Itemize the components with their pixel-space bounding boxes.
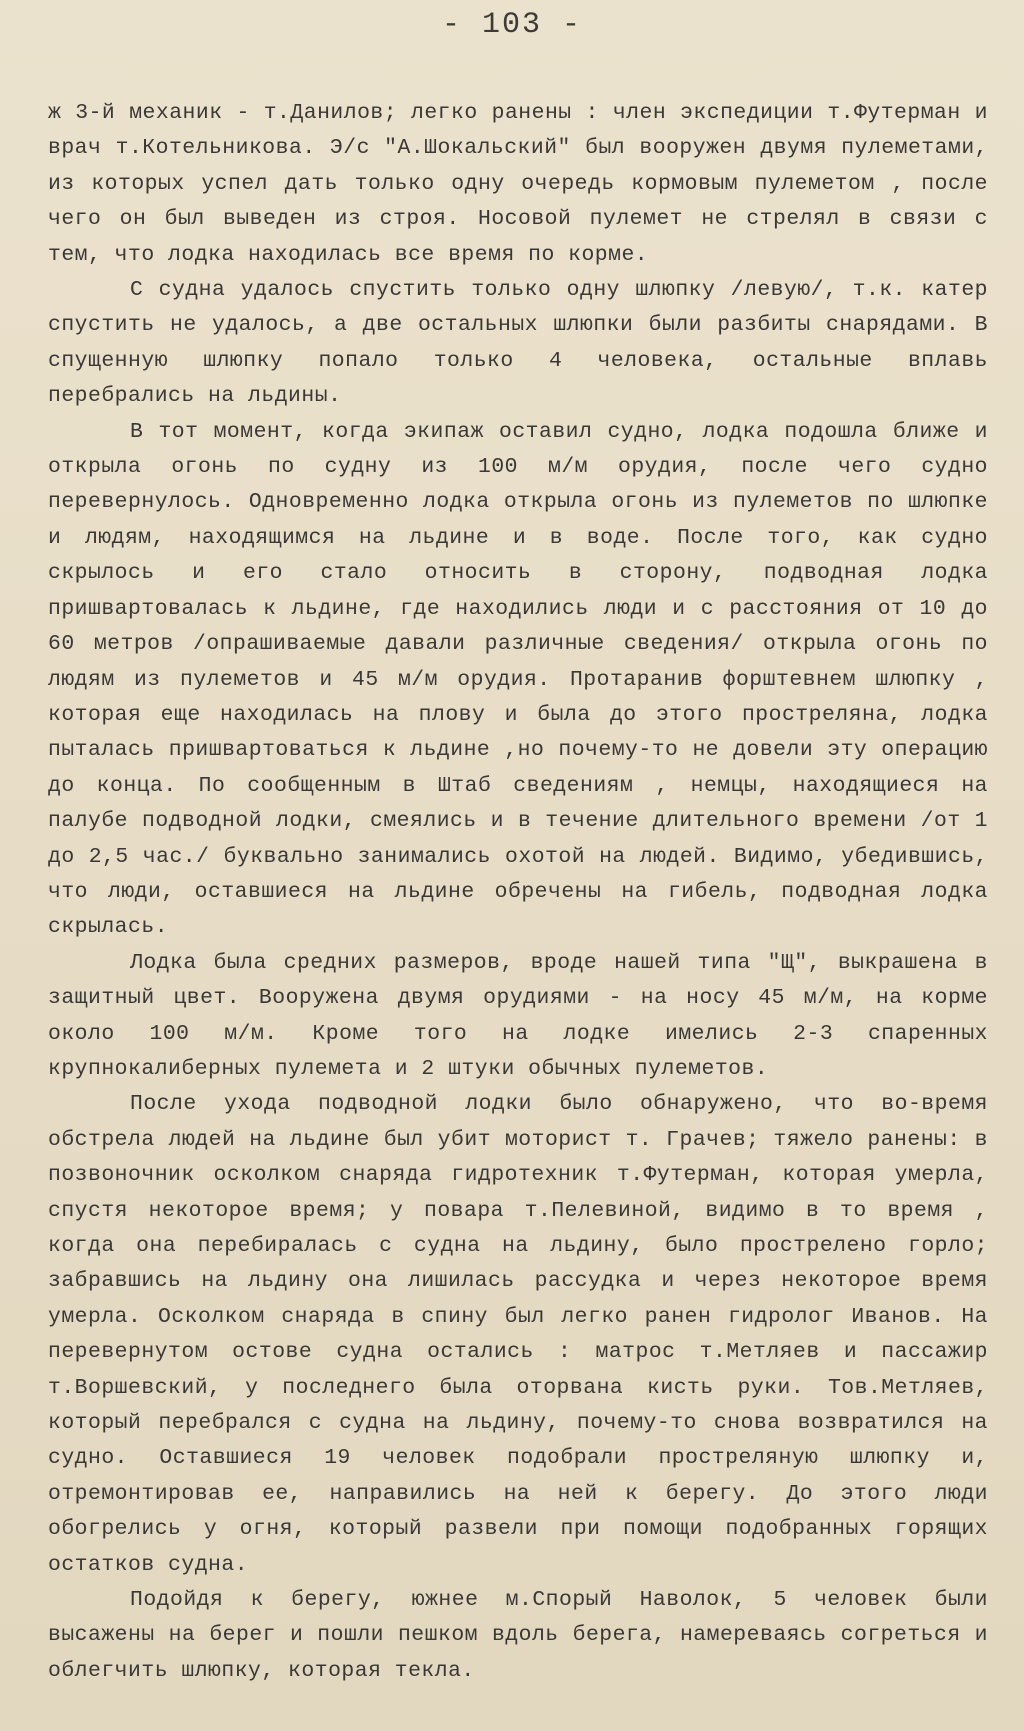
document-body bbox=[48, 96, 988, 1689]
paragraph-submarine-attack: В тот момент, когда экипаж оставил судно, лодка подошла ближе и открыла огонь по судну из 100 м/м орудия, после чего судно перевернулось. Одновременно лодка открыла огонь из пулеметов по шлюпке и людям, находящимся на льдине и в воде. После того, как судно скрылось и его стало относить в сторону, подводная лодка пришвартовалась к льдине, где находились люди и с расстояния от 10 до 60 метров /опрашиваемые давали различные сведения/ открыла огонь по людям из пулеметов и 45 м/м орудия. Протаранив форштевнем шлюпку , которая еще находилась на плову и была до этого простреляна, лодка пыталась пришвартоваться к льдине ,но почему-то не довели эту операцию до конца. По сообщенным в Штаб сведениям , немцы, находящиеся на палубе подводной лодки, смеялись и в течение длительного времени /от 1 до 2,5 час./ буквально занимались охотой на людей. Видимо, убедившись, что люди, оставшиеся на льдине обречены на гибель, подводная лодка скрылась. bbox=[48, 419, 988, 940]
paragraph-casualties-continued: ж 3-й механик - т.Данилов; легко ранены : член экспедиции т.Футерман и врач т.Котельникова. Э/с "А.Шокальский" был вооружен двумя пулеметами, из которых успел дать только одну очередь кормовым пулеметом , после чего он был выведен из строя. Носовой пулемет не стрелял в связи с тем, что лодка находилась все время по корме. bbox=[48, 101, 988, 267]
paragraph-aftermath: После ухода подводной лодки было обнаружено, что во-время обстрела людей на льдине был убит моторист т. Грачев; тяжело ранены: в позвоночник осколком снаряда гидротехник т.Футерман, которая умерла, спустя некоторое время; у повара т.Пелевиной, видимо в то время , когда она перебиралась с судна на льдину, было прострелено горло; забравшись на льдину она лишилась рассудка и через некоторое время умерла. Осколком снаряда в спину был легко ранен гидролог Иванов. На перевернутом остове судна остались : матрос т.Метляев и пассажир т.Воршевский, у последнего была оторвана кисть руки. Тов.Метляев, который перебрался с судна на льдину, почему-то снова возвратился на судно. Оставшиеся 19 человек подобрали простреляную шлюпку и, отремонтировав ее, направились на ней к берегу. До этого люди обогрелись у огня, который развели при помощи подобранных горящих остатков судна. bbox=[48, 1092, 988, 1577]
paragraph-lifeboat: С судна удалось спустить только одну шлюпку /левую/, т.к. катер спустить не удалось, а две остальных шлюпки были разбиты снарядами. В спущенную шлюпку попало только 4 человека, остальные вплавь перебрались на льдины. bbox=[48, 278, 988, 409]
paragraph-reaching-shore: Подойдя к берегу, южнее м.Спорый Наволок, 5 человек были высажены на берег и пошли пешком вдоль берега, намереваясь согреться и облегчить шлюпку, которая текла. bbox=[48, 1588, 988, 1683]
paragraph-submarine-description: Лодка была средних размеров, вроде нашей типа "Щ", выкрашена в защитный цвет. Вооружена двумя орудиями - на носу 45 м/м, на корме около 100 м/м. Кроме того на лодке имелись 2-3 спаренных крупнокалиберных пулемета и 2 штуки обычных пулеметов. bbox=[48, 950, 988, 1081]
page-number: - 103 - bbox=[441, 8, 583, 42]
